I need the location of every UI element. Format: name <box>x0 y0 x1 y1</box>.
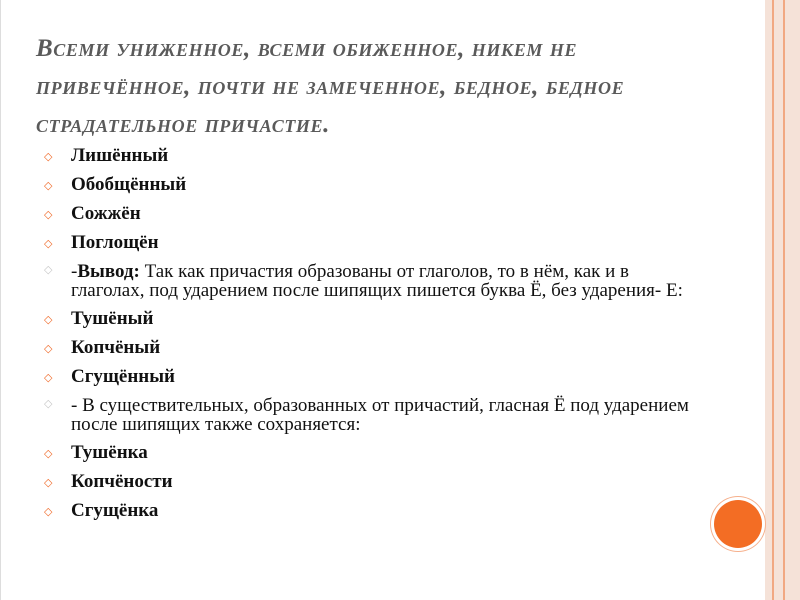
list-item <box>44 469 694 498</box>
word-text: Тушёный <box>71 308 154 329</box>
word-text: Сожжён <box>71 203 141 224</box>
word-text: Лишённый <box>71 145 169 166</box>
diamond-bullet-icon: ◇ <box>44 343 53 355</box>
list-item <box>44 230 694 259</box>
word-text: Поглощён <box>71 232 159 253</box>
word-text: Тушёнка <box>71 442 148 463</box>
diamond-bullet-icon: ◇ <box>44 238 53 250</box>
rule-note <box>44 393 694 440</box>
slide-border <box>0 0 1 600</box>
diamond-bullet-icon: ◇ <box>44 151 53 163</box>
list-item <box>44 201 694 230</box>
list-item <box>44 498 694 527</box>
diamond-bullet-icon: ◇ <box>44 180 53 192</box>
note-text: - В существительных, образованных от причастий, гласная Ё под ударением после шипящих также сохраняется: <box>71 395 689 435</box>
diamond-bullet-icon: ◇ <box>44 398 53 410</box>
bullet-list <box>44 143 694 527</box>
list-item <box>44 143 694 172</box>
diamond-bullet-icon: ◇ <box>44 264 53 276</box>
word-text: Копчёный <box>71 337 161 358</box>
note-text: Так как причастия образованы от глаголов, то в нём, как и в глаголах, под ударением после шипящих пишется буква Ё, без ударения- Е: <box>71 261 683 301</box>
list-item <box>44 364 694 393</box>
diamond-bullet-icon: ◇ <box>44 506 53 518</box>
list-item <box>44 440 694 469</box>
decorative-stripe <box>772 0 774 600</box>
word-text: Сгущёнка <box>71 500 159 521</box>
list-item <box>44 335 694 364</box>
note-prefix: - <box>71 261 78 282</box>
diamond-bullet-icon: ◇ <box>44 372 53 384</box>
diamond-bullet-icon: ◇ <box>44 209 53 221</box>
word-text: Копчёности <box>71 471 173 492</box>
word-text: Обобщённый <box>71 174 187 195</box>
diamond-bullet-icon: ◇ <box>44 314 53 326</box>
decorative-circle <box>714 500 762 548</box>
conclusion-note <box>44 259 694 306</box>
list-item <box>44 172 694 201</box>
decorative-stripe <box>783 0 785 600</box>
diamond-bullet-icon: ◇ <box>44 477 53 489</box>
list-item <box>44 306 694 335</box>
slide-title: Всеми униженное, всеми обиженное, никем не привечённое, почти не замеченное, бедное, бедное страдательное причастие. <box>36 35 625 138</box>
word-text: Сгущённый <box>71 366 175 387</box>
note-label: Вывод: <box>77 261 140 282</box>
diamond-bullet-icon: ◇ <box>44 448 53 460</box>
